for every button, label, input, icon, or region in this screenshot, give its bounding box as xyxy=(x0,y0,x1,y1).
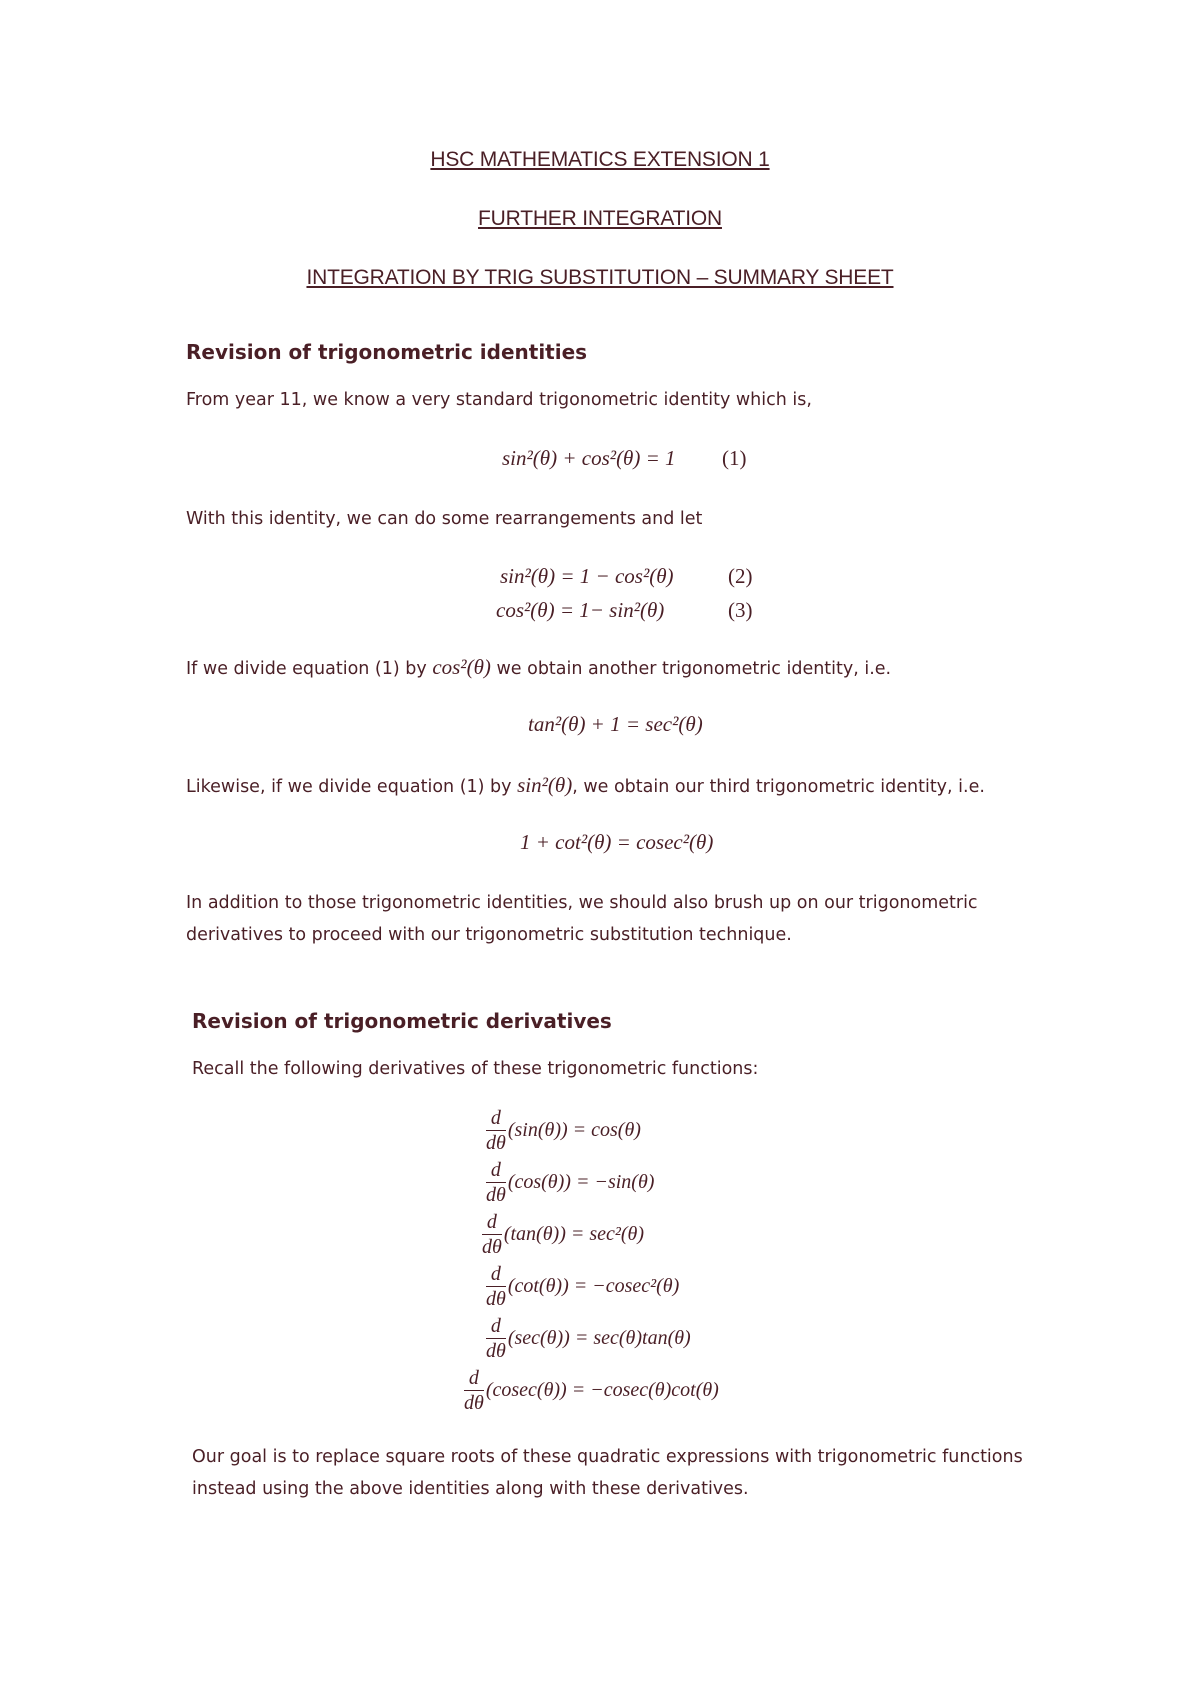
derivative-fraction: $\frac{d}{d\theta}$ xyxy=(486,1107,506,1154)
equation-3 xyxy=(496,598,753,623)
divide-sin-text-start: Likewise, if we divide equation (1) by xyxy=(186,777,518,797)
divide-cos-text-start: If we divide equation (1) by xyxy=(186,659,433,679)
section-heading-derivatives: Revision of trigonometric derivatives xyxy=(192,1009,612,1033)
paragraph-divide-cos xyxy=(186,651,1086,685)
document-title: HSC MATHEMATICS EXTENSION 1 xyxy=(430,148,770,171)
paragraph-intro: From year 11, we know a very standard trigonometric identity which is, xyxy=(186,390,812,410)
equation-1-number: (1) xyxy=(722,446,747,470)
paragraph-recall: Recall the following derivatives of these trigonometric functions: xyxy=(192,1059,759,1079)
paragraph-divide-sin xyxy=(186,769,1086,803)
derivative-expression: (sec(θ)) = sec(θ)tan(θ) xyxy=(507,1327,691,1349)
equation-5 xyxy=(520,830,713,855)
derivative-expression: (cosec(θ)) = −cosec(θ)cot(θ) xyxy=(485,1379,719,1401)
goal-line-2: instead using the above identities along with these derivatives. xyxy=(192,1479,749,1499)
divide-sin-math: sin²(θ) xyxy=(517,773,573,797)
derivative-row xyxy=(464,1366,719,1415)
derivative-expression: (tan(θ)) = sec²(θ) xyxy=(503,1223,645,1245)
equation-3-body: cos²(θ) = 1− sin²(θ) xyxy=(496,598,665,622)
derivative-row xyxy=(486,1106,641,1155)
document-subtitle: FURTHER INTEGRATION xyxy=(478,207,722,230)
equation-2-number: (2) xyxy=(728,564,753,588)
divide-cos-math: cos²(θ) xyxy=(432,655,491,679)
derivative-fraction: $\frac{d}{d\theta}$ xyxy=(486,1263,506,1310)
equation-1 xyxy=(502,446,747,471)
derivative-row xyxy=(486,1314,691,1363)
section-heading-identities: Revision of trigonometric identities xyxy=(186,340,588,364)
closing-line-2: derivatives to proceed with our trigonometric substitution technique. xyxy=(186,925,792,945)
divide-sin-text-end: , we obtain our third trigonometric identity, i.e. xyxy=(572,777,985,797)
derivative-fraction: $\frac{d}{d\theta}$ xyxy=(482,1211,502,1258)
equation-4-body: tan²(θ) + 1 = sec²(θ) xyxy=(528,712,703,736)
derivative-row xyxy=(486,1262,679,1311)
divide-cos-text-end: we obtain another trigonometric identity, i.e. xyxy=(490,659,892,679)
derivative-fraction: $\frac{d}{d\theta}$ xyxy=(464,1367,484,1414)
equation-3-number: (3) xyxy=(728,598,753,622)
derivative-expression: (cos(θ)) = −sin(θ) xyxy=(507,1171,655,1193)
paragraph-closing xyxy=(186,887,1086,951)
derivative-fraction: $\frac{d}{d\theta}$ xyxy=(486,1159,506,1206)
paragraph-rearrange: With this identity, we can do some rearrangements and let xyxy=(186,509,703,529)
equation-2-body: sin²(θ) = 1 − cos²(θ) xyxy=(500,564,674,588)
derivative-row xyxy=(482,1210,644,1259)
equation-4 xyxy=(528,712,703,737)
equation-1-body: sin²(θ) + cos²(θ) = 1 xyxy=(502,446,676,470)
goal-line-1: Our goal is to replace square roots of these quadratic expressions with trigonometric functions xyxy=(192,1447,1023,1467)
derivative-expression: (cot(θ)) = −cosec²(θ) xyxy=(507,1275,680,1297)
equation-2 xyxy=(500,564,753,589)
closing-line-1: In addition to those trigonometric identities, we should also brush up on our trigonometric xyxy=(186,893,978,913)
paragraph-goal xyxy=(192,1441,1092,1505)
derivative-row xyxy=(486,1158,654,1207)
document-topic: INTEGRATION BY TRIG SUBSTITUTION – SUMMARY SHEET xyxy=(306,266,894,289)
equation-5-body: 1 + cot²(θ) = cosec²(θ) xyxy=(520,830,714,854)
derivative-expression: (sin(θ)) = cos(θ) xyxy=(507,1119,641,1141)
derivative-fraction: $\frac{d}{d\theta}$ xyxy=(486,1315,506,1362)
